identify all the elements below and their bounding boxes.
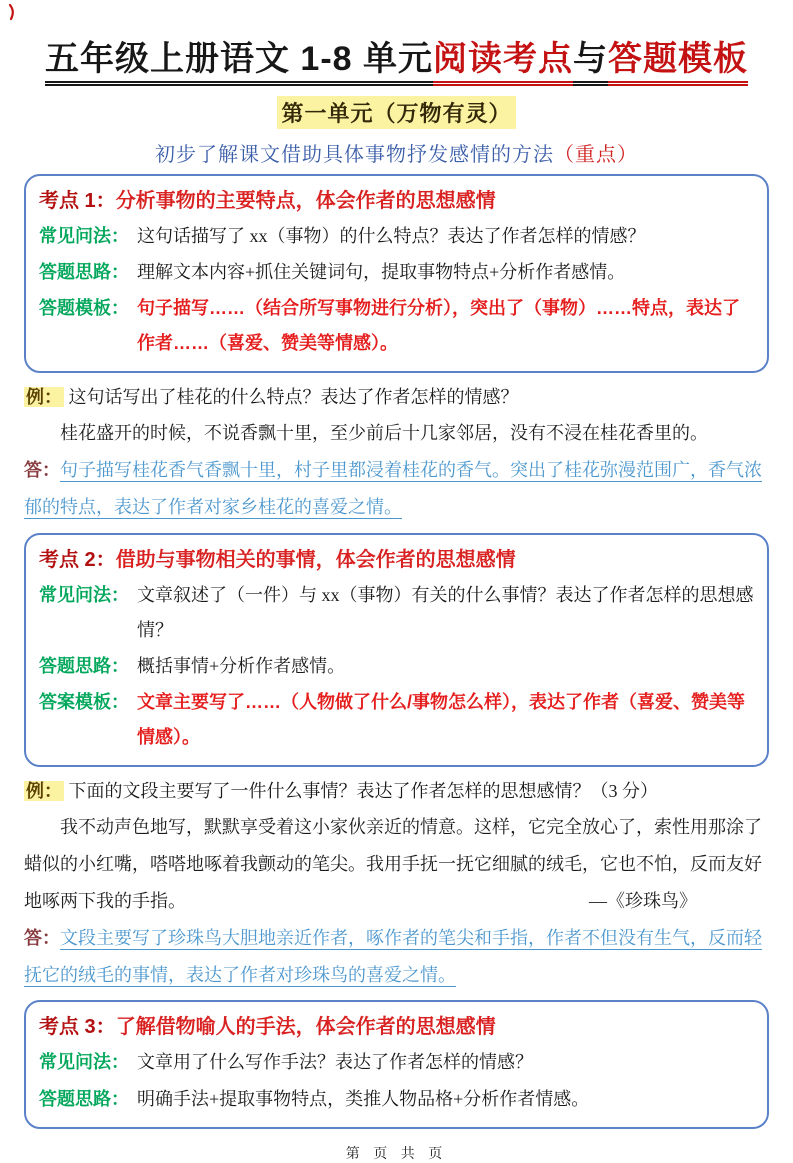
example-2-question: 下面的文段主要写了一件什么事情？表达了作者怎样的思想感情？（3 分） xyxy=(68,781,658,802)
row-label: 常见问法： xyxy=(39,225,129,246)
subtitle-emphasis: （重点） xyxy=(554,143,638,166)
box-2-heading xyxy=(39,543,754,577)
unit-heading: 第一单元（万物有灵） xyxy=(277,96,515,129)
answer-text: 句子描写桂花香气香飘十里，村子里都浸着桂花的香气。突出了桂花弥漫范围广，香气浓郁的特点，表达了作者对家乡桂花的喜爱之情。 xyxy=(24,459,762,517)
title-segment-black-1: 五年级上册语文 1-8 单元 xyxy=(45,40,433,86)
passage-text: 我不动声色地写，默默享受着这小家伙亲近的情意。这样，它完全放心了，索性用那涂了蜡似的小红嘴，嗒嗒地啄着我颤动的笔尖。我用手抚一抚它细腻的绒毛，它也不怕，反而友好地啄两下我的手指。 xyxy=(24,817,762,911)
example-1-passage xyxy=(24,415,769,452)
answer-text: 文段主要写了珍珠鸟大胆地亲近作者，啄作者的笔尖和手指，作者不但没有生气，反而轻抚它的绒毛的事情，表达了作者对珍珠鸟的喜爱之情。 xyxy=(24,927,762,985)
example-label: 例： xyxy=(26,781,62,802)
example-1 xyxy=(24,379,769,526)
row-label: 答案模板： xyxy=(39,691,129,712)
answer-label: 答： xyxy=(24,459,60,480)
answer-label: 答： xyxy=(24,927,60,948)
row-text-template: 文章主要写了……（人物做了什么/事物怎么样），表达了作者（喜爱、赞美等情感）。 xyxy=(137,691,745,747)
box-2-heading-label: 考点 2： xyxy=(39,548,116,571)
qa-row xyxy=(39,219,754,254)
row-text-template: 句子描写……（结合所写事物进行分析），突出了（事物）……特点，表达了作者……（喜爱、赞美等情感）。 xyxy=(137,297,740,353)
row-text: 这句话描写了 xx（事物）的什么特点？表达了作者怎样的情感？ xyxy=(137,225,646,246)
red-pen-mark-icon xyxy=(6,3,20,21)
row-label: 常见问法： xyxy=(39,1052,129,1073)
kaodian-box-1 xyxy=(24,174,769,373)
example-label: 例： xyxy=(26,386,62,407)
example-1-question-line xyxy=(24,379,769,415)
row-label: 答题思路： xyxy=(39,655,129,676)
qa-row xyxy=(39,1045,754,1080)
row-label: 答题思路： xyxy=(39,1088,129,1109)
box-3-heading-text: 了解借物喻人的手法，体会作者的思想感情 xyxy=(115,1016,496,1039)
row-label: 答题思路： xyxy=(39,261,129,282)
qa-row xyxy=(39,685,754,755)
row-label: 答题模板： xyxy=(39,297,129,318)
row-text: 明确手法+提取事物特点，类推人物品格+分析作者情感。 xyxy=(137,1088,590,1109)
passage-attribution: —《珍珠鸟》 xyxy=(589,890,697,911)
box-1-heading-label: 考点 1： xyxy=(39,189,116,212)
unit-heading-row xyxy=(24,96,769,129)
qa-row xyxy=(39,1082,754,1117)
kaodian-box-3 xyxy=(24,1000,769,1128)
example-2-question-line xyxy=(24,773,769,809)
example-2-passage xyxy=(24,809,769,920)
box-1-heading xyxy=(39,184,754,218)
example-2-answer xyxy=(24,920,769,994)
row-label: 常见问法： xyxy=(39,584,129,605)
qa-row xyxy=(39,255,754,290)
page-footer: 第 页 共 页 xyxy=(345,1146,448,1162)
qa-row xyxy=(39,291,754,361)
subtitle-text: 初步了解课文借助具体事物抒发感情的方法 xyxy=(155,143,554,166)
title-segment-red-2: 答题模板 xyxy=(608,40,748,86)
box-1-heading-text: 分析事物的主要特点，体会作者的思想感情 xyxy=(115,189,496,212)
title-segment-red-1: 阅读考点 xyxy=(433,40,573,86)
box-3-heading-label: 考点 3： xyxy=(39,1016,116,1039)
title-segment-black-2: 与 xyxy=(573,40,608,86)
example-2 xyxy=(24,773,769,993)
box-2-heading-text: 借助与事物相关的事情，体会作者的思想感情 xyxy=(115,548,516,571)
passage-text: 桂花盛开的时候，不说香飘十里，至少前后十几家邻居，没有不浸在桂花香里的。 xyxy=(60,422,708,443)
row-text: 文章用了什么写作手法？表达了作者怎样的情感？ xyxy=(137,1052,533,1073)
row-text: 理解文本内容+抓住关键词句，提取事物特点+分析作者感情。 xyxy=(137,261,626,282)
page-title xyxy=(24,38,769,81)
row-text: 概括事情+分析作者感情。 xyxy=(137,655,346,676)
qa-row xyxy=(39,649,754,684)
example-1-question: 这句话写出了桂花的什么特点？表达了作者怎样的情感？ xyxy=(68,386,519,407)
box-3-heading xyxy=(39,1010,754,1044)
row-text: 文章叙述了（一件）与 xx（事物）有关的什么事情？表达了作者怎样的思想感情？ xyxy=(137,584,754,640)
example-1-answer xyxy=(24,452,769,526)
kaodian-box-2 xyxy=(24,533,769,767)
subtitle xyxy=(24,138,769,167)
qa-row xyxy=(39,578,754,648)
